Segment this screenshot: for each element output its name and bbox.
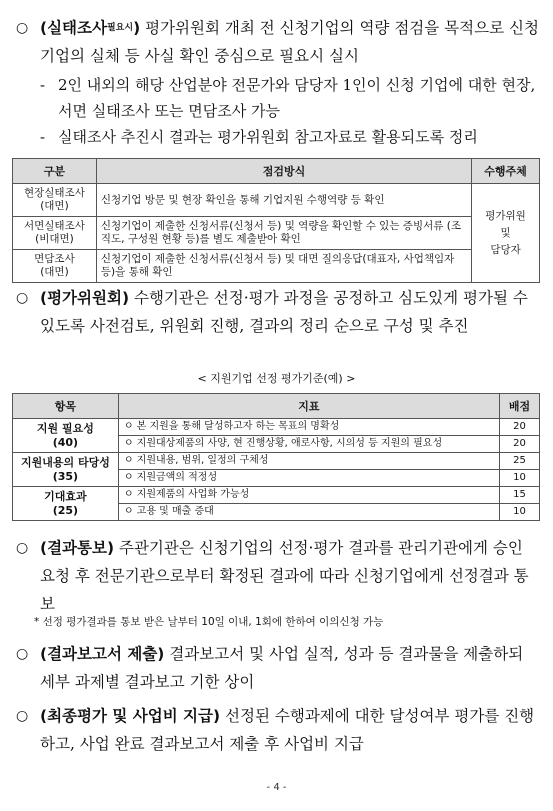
survey-method: 신청기업이 제출한 신청서류(신청서 등) 및 대면 질의응답(대표자, 사업책임자 등)을 통해 확인 bbox=[96, 250, 471, 283]
bullet-icon: ○ bbox=[16, 540, 29, 556]
dash-marker: - bbox=[40, 128, 46, 146]
criteria-points: 20 bbox=[500, 436, 540, 453]
table-row bbox=[13, 487, 540, 504]
section-title: (실태조사 bbox=[40, 19, 107, 37]
section-text: 평가위원회 개최 전 신청기업의 역량 점검을 목적으로 신청기업의 실체 등 사실 확인 중심으로 필요시 실시 bbox=[40, 19, 539, 65]
section-title: (결과통보) bbox=[40, 539, 115, 557]
criteria-category: 지원내용의 타당성 (35) bbox=[13, 453, 119, 487]
survey-type: 현장실태조사 (대면) bbox=[13, 184, 97, 217]
criteria-points: 20 bbox=[500, 419, 540, 436]
section-title-superscript: 필요시 bbox=[106, 23, 134, 33]
survey-actor: 평가위원 및 담당자 bbox=[472, 184, 540, 283]
survey-type: 면담조사 (대면) bbox=[13, 250, 97, 283]
section-title: (최종평가 및 사업비 지급) bbox=[40, 707, 221, 725]
criteria-points: 15 bbox=[500, 487, 540, 504]
bullet-icon: ○ bbox=[16, 290, 29, 306]
criteria-indicator: ㅇ 고용 및 매출 증대 bbox=[118, 504, 499, 521]
table-header: 항목 bbox=[13, 394, 119, 419]
table-row bbox=[13, 250, 540, 283]
sub-item: - 실태조사 추진시 결과는 평가위원회 참고자료로 활용되도록 정리 bbox=[58, 124, 538, 150]
criteria-points: 25 bbox=[500, 453, 540, 470]
table-caption: < 지원기업 선정 평가기준(예) > bbox=[197, 372, 356, 385]
criteria-category: 기대효과 (25) bbox=[13, 487, 119, 521]
criteria-indicator: ㅇ 본 지원을 통해 달성하고자 하는 목표의 명확성 bbox=[118, 419, 499, 436]
evaluation-criteria-table bbox=[12, 393, 540, 521]
table-header: 수행주체 bbox=[472, 159, 540, 184]
section-text: 결과보고서 및 사업 실적, 성과 등 결과물을 제출하되 세부 과제별 결과보고 기한 상이 bbox=[40, 645, 524, 691]
table-header: 구분 bbox=[13, 159, 97, 184]
table-header: 배점 bbox=[500, 394, 540, 419]
table-header: 지표 bbox=[118, 394, 499, 419]
table-row bbox=[13, 453, 540, 470]
table-row bbox=[13, 419, 540, 436]
criteria-points: 10 bbox=[500, 504, 540, 521]
survey-method: 신청기업 방문 및 현장 확인을 통해 기업지원 수행역량 등 확인 bbox=[96, 184, 471, 217]
section-result-report bbox=[16, 640, 540, 696]
section-evaluation-committee bbox=[16, 284, 540, 340]
criteria-indicator: ㅇ 지원내용, 범위, 일정의 구체성 bbox=[118, 453, 499, 470]
section-text: 주관기관은 신청기업의 선정·평가 결과를 관리기관에게 승인 요청 후 전문기관으로부터 확정된 결과에 따라 신청기업에게 선정결과 통보 bbox=[40, 539, 529, 613]
criteria-points: 10 bbox=[500, 470, 540, 487]
table-header-row bbox=[13, 394, 540, 419]
section-title: (결과보고서 제출) bbox=[40, 645, 165, 663]
survey-type: 서면실태조사 (비대면) bbox=[13, 217, 97, 250]
criteria-indicator: ㅇ 지원제품의 사업화 가능성 bbox=[118, 487, 499, 504]
criteria-category: 지원 필요성 (40) bbox=[13, 419, 119, 453]
section-text: 수행기관은 선정·평가 과정을 공정하고 심도있게 평가될 수 있도록 사전검토, 위원회 진행, 결과의 정리 순으로 구성 및 추진 bbox=[40, 289, 528, 335]
bullet-icon: ○ bbox=[16, 708, 29, 724]
table-header: 점검방식 bbox=[96, 159, 471, 184]
table-header-row bbox=[13, 159, 540, 184]
section-text: 선정된 수행과제에 대한 달성여부 평가를 진행하고, 사업 완료 결과보고서 제출 후 사업비 지급 bbox=[40, 707, 535, 753]
criteria-indicator: ㅇ 지원대상제품의 사양, 현 진행상황, 애로사항, 시의성 등 지원의 필요성 bbox=[118, 436, 499, 453]
survey-method-table bbox=[12, 158, 540, 283]
dash-marker: - bbox=[40, 76, 46, 94]
criteria-indicator: ㅇ 지원금액의 적정성 bbox=[118, 470, 499, 487]
section-title: (평가위원회) bbox=[40, 289, 130, 307]
appeal-note: * 선정 평가결과를 통보 받은 날부터 10일 이내, 1회에 한하여 이의신청 가능 bbox=[34, 616, 384, 628]
table-row bbox=[13, 184, 540, 217]
bullet-icon: ○ bbox=[16, 646, 29, 662]
table-row bbox=[13, 217, 540, 250]
survey-method: 신청기업이 제출한 신청서류(신청서 등) 및 역량을 확인할 수 있는 증빙서류 (조직도, 구성원 현황 등)를 별도 제출받아 확인 bbox=[96, 217, 471, 250]
bullet-icon: ○ bbox=[16, 20, 29, 36]
section-result-notice bbox=[16, 534, 540, 618]
section-field-survey: ○ (실태조사$^{필요시}$) 평가위원회 개최 전 신청기업의 역량 점검을 목적으로 신청기업의 실체 등 사실 확인 중심으로 필요시 실시 bbox=[16, 14, 540, 70]
sub-item: - 2인 내외의 해당 산업분야 전문가와 담당자 1인이 신청 기업에 대한 현장, 서면 실태조사 또는 면담조사 가능 bbox=[58, 72, 538, 124]
section-final-evaluation bbox=[16, 702, 540, 758]
page-number: - 4 - bbox=[266, 782, 287, 793]
